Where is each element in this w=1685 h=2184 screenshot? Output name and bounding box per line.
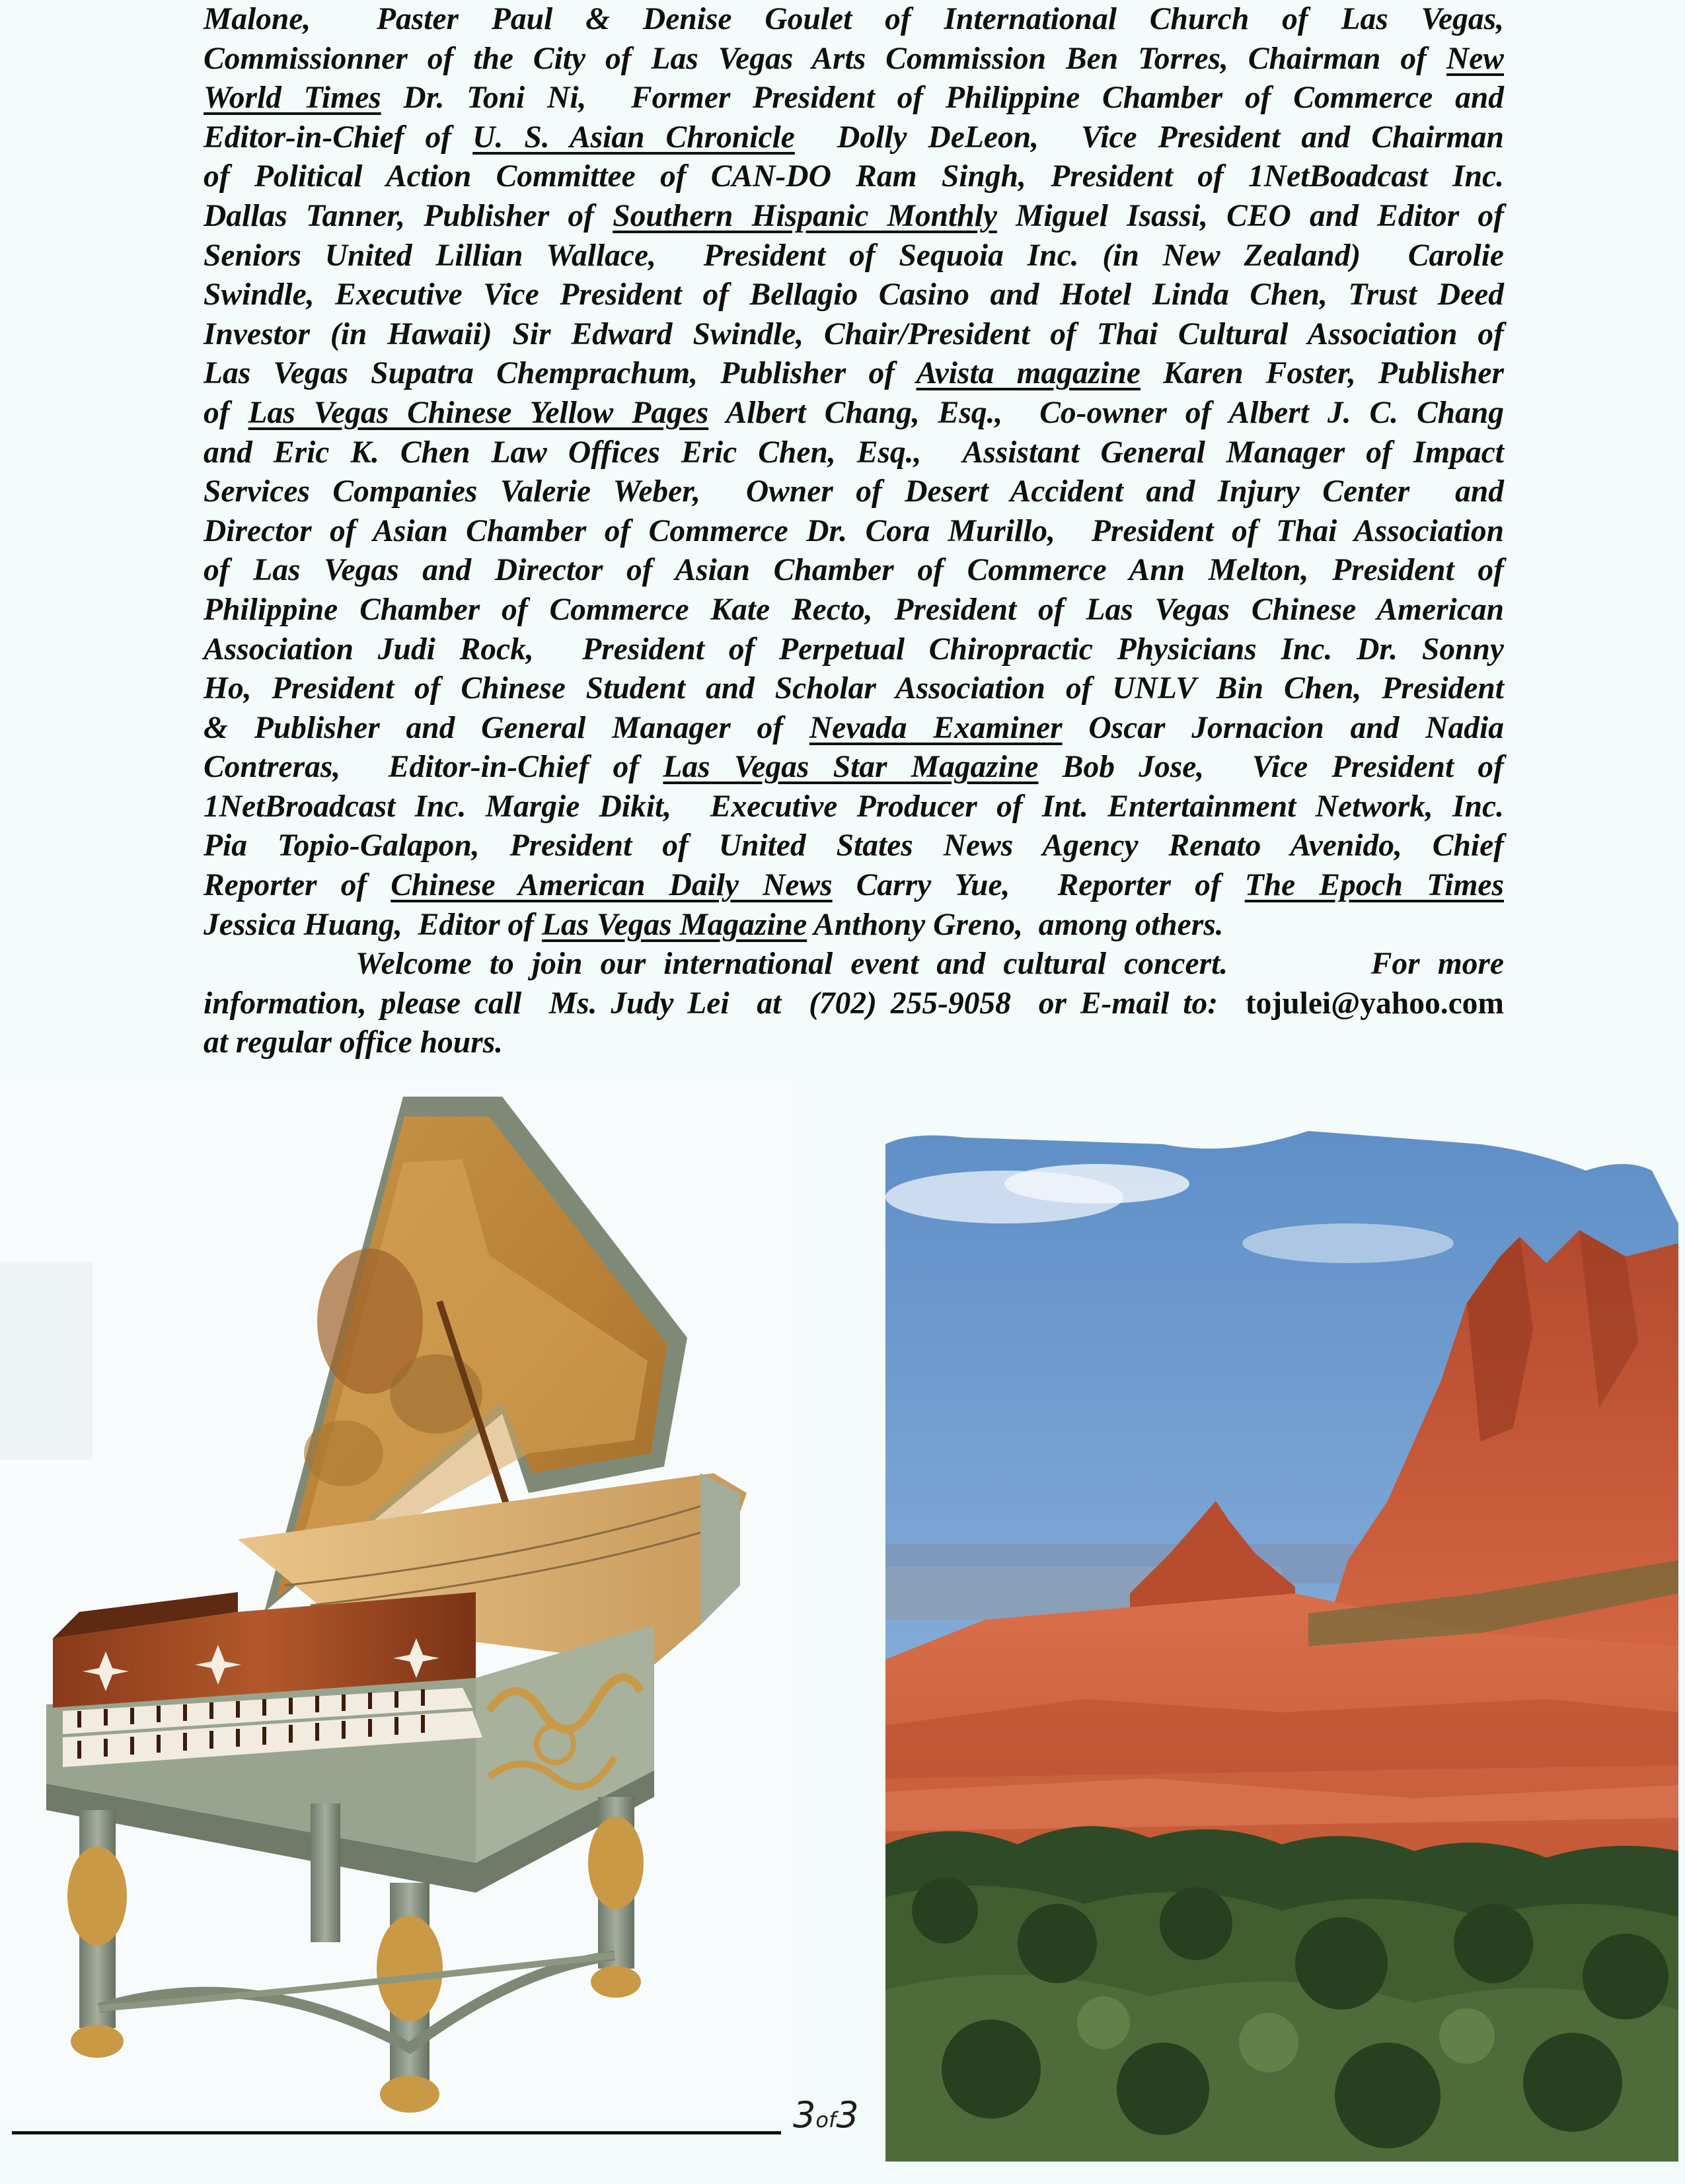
publication-title: New [1446, 41, 1504, 76]
text-line [204, 866, 1504, 906]
footer-rule [12, 2131, 781, 2134]
text-line [204, 79, 1504, 118]
text-run: Oscar Jornacion and Nadia [1062, 710, 1505, 745]
text-line [204, 787, 1504, 827]
text-line [204, 709, 1504, 748]
text-run: of Political Action Committee of CAN-DO Ram Singh, President of 1NetBoadcast Inc. [204, 159, 1504, 194]
publication-title: Las Vegas Magazine [542, 907, 807, 942]
text-run: Dr. Toni Ni, Former President of Philippine Chamber of Commerce and [381, 81, 1504, 116]
text-run: of [204, 395, 248, 430]
publication-title: Nevada Examiner [809, 710, 1063, 745]
text-line [204, 748, 1504, 787]
text-line [204, 394, 1504, 433]
text-run: Anthony Greno, among others. [807, 907, 1224, 942]
text-line [204, 472, 1504, 512]
text-line [204, 1023, 1504, 1063]
text-run: Seniors United Lillian Wallace, President of Sequoia Inc. (in New Zealand) Carolie [204, 238, 1504, 273]
text-run: of Las Vegas and Director of Asian Chamber of Commerce Ann Melton, President of [204, 553, 1504, 588]
publication-title: Southern Hispanic Monthly [613, 198, 997, 233]
text-run: Reporter of [204, 868, 391, 903]
text-run: Las Vegas Supatra Chemprachum, Publisher of [204, 356, 917, 391]
publication-title: The Epoch Times [1244, 868, 1504, 903]
text-run: Karen Foster, Publisher [1140, 356, 1504, 391]
text-run: Services Companies Valerie Weber, Owner of Desert Accident and Injury Center and [204, 474, 1504, 509]
text-line [204, 237, 1504, 276]
text-line [204, 157, 1504, 197]
page-number-total: 3 [836, 2094, 859, 2136]
text-run: & Publisher and General Manager of [204, 710, 809, 745]
text-line [204, 945, 1504, 984]
text-line [204, 40, 1504, 79]
page-number-of: of [815, 2107, 837, 2132]
text-run: Director of Asian Chamber of Commerce Dr. Cora Murillo, President of Thai Association [204, 513, 1504, 548]
publication-title: Avista magazine [916, 356, 1141, 391]
text-run: Albert Chang, Esq., Co-owner of Albert J. C. Chang [708, 395, 1504, 430]
publication-title: U. S. Asian Chronicle [472, 120, 795, 155]
text-run: and Eric K. Chen Law Offices Eric Chen, Esq., Assistant General Manager of Impact [204, 435, 1504, 470]
publication-title: Chinese American Daily News [391, 868, 833, 903]
publication-title: World Times [204, 81, 381, 116]
text-run: Investor (in Hawaii) Sir Edward Swindle, Chair/President of Thai Cultural Association of [204, 316, 1504, 351]
text-run: Malone, Paster Paul & Denise Goulet of International Church of Las Vegas, [204, 2, 1504, 36]
text-line [204, 354, 1504, 394]
text-run: Miguel Isassi, CEO and Editor of [996, 198, 1504, 233]
publication-title: Las Vegas Chinese Yellow Pages [248, 395, 709, 430]
text-line [204, 906, 1504, 945]
text-run: Bob Jose, Vice President of [1038, 750, 1504, 785]
text-run: Editor-in-Chief of [204, 120, 473, 155]
email-address: tojulei@yahoo.com [1245, 986, 1504, 1021]
text-line [204, 0, 1504, 40]
text-line [204, 512, 1504, 552]
text-line [204, 984, 1504, 1024]
text-line [204, 591, 1504, 630]
text-run: Swindle, Executive Vice President of Bellagio Casino and Hotel Linda Chen, Trust Deed [204, 277, 1504, 312]
text-run: Carry Yue, Reporter of [832, 868, 1245, 903]
body-text [204, 0, 1504, 1063]
text-line [204, 197, 1504, 237]
text-run: at regular office hours. [204, 1025, 504, 1060]
text-run: Contreras, Editor-in-Chief of [204, 750, 663, 785]
text-run: Pia Topio-Galapon, President of United States News Agency Renato Avenido, Chief [204, 828, 1504, 863]
text-run: Jessica Huang, Editor of [204, 907, 542, 942]
page-number [793, 2094, 859, 2136]
text-line [204, 630, 1504, 670]
harpsichord-photo [0, 1083, 794, 2121]
text-line [204, 551, 1504, 591]
text-run: information, please call Ms. Judy Lei at (702) 255-9058 or E-mail to: [204, 986, 1246, 1021]
text-run: Dallas Tanner, Publisher of [204, 198, 613, 233]
text-line [204, 826, 1504, 866]
page-number-current: 3 [793, 2094, 816, 2136]
text-run: Commissionner of the City of Las Vegas Arts Commission Ben Torres, Chairman of [204, 41, 1446, 76]
publication-title: Las Vegas Star Magazine [663, 750, 1039, 785]
text-line [204, 315, 1504, 355]
text-line [204, 275, 1504, 315]
text-run: 1NetBroadcast Inc. Margie Dikit, Executive Producer of Int. Entertainment Network, Inc. [204, 789, 1504, 824]
text-run: Welcome to join our international event and cultural concert. For more [356, 947, 1504, 982]
red-rock-landscape-photo [885, 1131, 1678, 2162]
text-line [204, 669, 1504, 709]
text-run: Ho, President of Chinese Student and Scholar Association of UNLV Bin Chen, President [204, 671, 1504, 706]
text-run: Philippine Chamber of Commerce Kate Recto, President of Las Vegas Chinese American [204, 592, 1504, 627]
text-line [204, 433, 1504, 473]
text-line [204, 118, 1504, 158]
text-run: Association Judi Rock, President of Perpetual Chiropractic Physicians Inc. Dr. Sonny [204, 632, 1504, 667]
text-run: Dolly DeLeon, Vice President and Chairman [794, 120, 1504, 155]
